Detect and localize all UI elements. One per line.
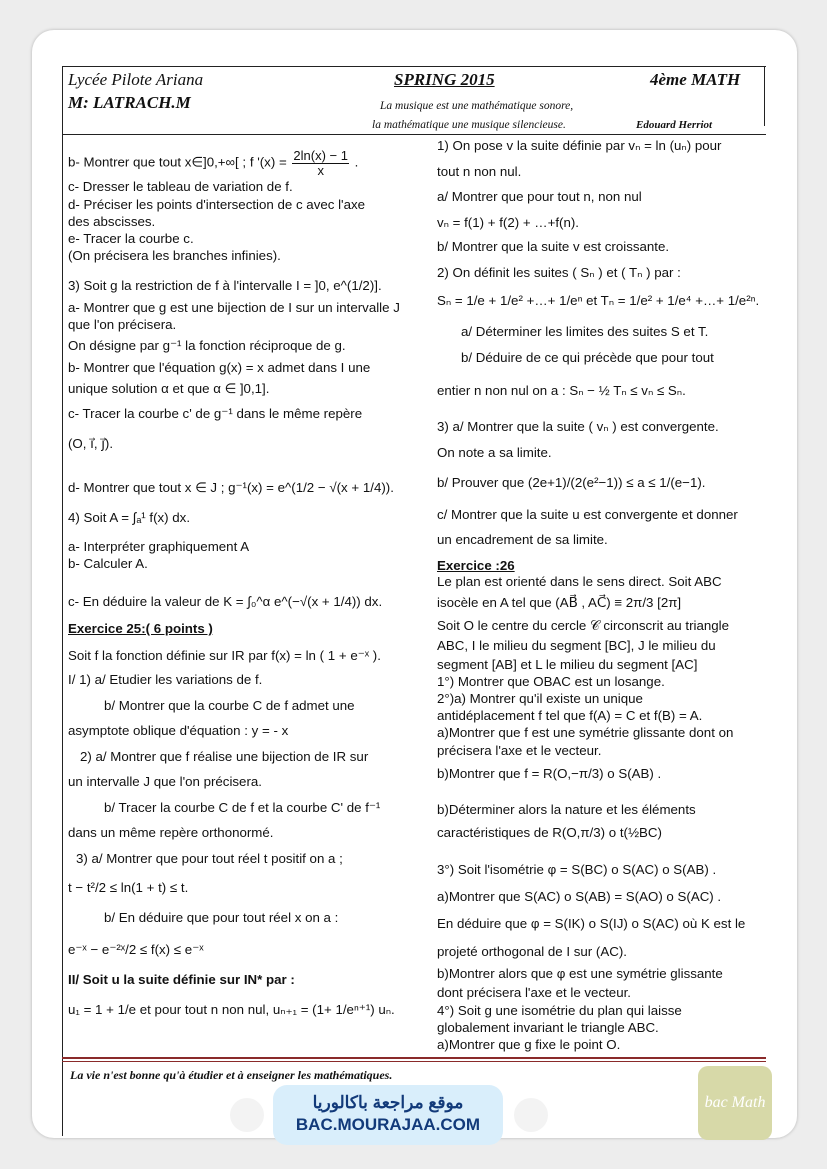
exercise-26-title: Exercice :26 bbox=[437, 558, 515, 573]
right-r4: 2) On définit les suites ( Sₙ ) et ( Tₙ ) par : bbox=[437, 265, 681, 280]
right-e11: b)Montrer que f = R(O,−π/3) o S(AB) . bbox=[437, 766, 662, 781]
right-r7: 3) a/ Montrer que la suite ( vₙ ) est convergente. bbox=[437, 419, 719, 434]
footer-rule-thick bbox=[62, 1057, 766, 1059]
left-d1: d- Préciser les points d'intersection de c avec l'axe bbox=[68, 197, 366, 212]
right-e19: dont précisera l'axe et le vecteur. bbox=[437, 985, 631, 1000]
right-r9: c/ Montrer que la suite u est convergente et donner bbox=[437, 507, 738, 522]
right-e12: b)Déterminer alors la nature et les éléments bbox=[437, 802, 696, 817]
left-p1b2: asymptote oblique d'équation : y = - x bbox=[68, 723, 289, 738]
left-p3: 3) a/ Montrer que pour tout réel t positif on a ; bbox=[76, 851, 343, 866]
right-r6: b/ Déduire de ce qui précède que pour tout bbox=[461, 350, 714, 365]
right-e14: 3°) Soit l'isométrie φ = S(BC) o S(AC) o S(AB) . bbox=[437, 862, 717, 877]
right-e15: a)Montrer que S(AC) o S(AB) = S(AO) o S(AC) . bbox=[437, 889, 722, 904]
left-d1b: des abscisses. bbox=[68, 214, 156, 229]
session-title: SPRING 2015 bbox=[394, 70, 495, 89]
left-q3: 3) Soit g la restriction de f à l'intervalle I = ]0, e^(1/2)]. bbox=[68, 278, 382, 293]
quote-author: Edouard Herriot bbox=[636, 119, 713, 131]
right-r6b: entier n non nul on a : Sₙ − ½ Tₙ ≤ vₙ ≤ Sₙ. bbox=[437, 383, 686, 398]
left-q4: 4) Soit A = ∫ₐ¹ f(x) dx. bbox=[68, 510, 191, 525]
site-logo-right bbox=[514, 1098, 548, 1132]
right-r4b: Sₙ = 1/e + 1/e² +…+ 1/eⁿ et Tₙ = 1/e² + 1/e⁴ +…+ 1/e²ⁿ. bbox=[437, 293, 760, 308]
left-p1b: b/ Montrer que la courbe C de f admet une bbox=[104, 698, 355, 713]
footer-motto: La vie n'est bonne qu'à étudier et à enseigner les mathématiques. bbox=[70, 1068, 393, 1082]
right-e17: projeté orthogonal de I sur (AC). bbox=[437, 944, 627, 959]
right-e1: Le plan est orienté dans le sens direct. Soit ABC bbox=[437, 574, 722, 589]
left-e1: e- Tracer la courbe c. bbox=[68, 231, 194, 246]
left-q3b2: unique solution α et que α ∈ ]0,1]. bbox=[68, 381, 270, 396]
left-p3b: t − t²/2 ≤ ln(1 + t) ≤ t. bbox=[68, 880, 189, 895]
site-url[interactable]: BAC.MOURAJAA.COM bbox=[295, 1115, 481, 1134]
teacher-name: M: LATRACH.M bbox=[68, 93, 191, 112]
left-q4c: c- En déduire la valeur de K = ∫₀^α e^(−√(x + 1/4)) dx. bbox=[68, 594, 383, 609]
right-r3: b/ Montrer que la suite v est croissante. bbox=[437, 239, 670, 254]
right-e9: a)Montrer que f est une symétrie glissante dont on bbox=[437, 725, 734, 740]
left-p4b: u₁ = 1 + 1/e et pour tout n non nul, uₙ₊₁ = (1+ 1/eⁿ⁺¹) uₙ. bbox=[68, 1002, 395, 1017]
left-c1: c- Dresser le tableau de variation de f. bbox=[68, 179, 293, 194]
left-e1b: (On précisera les branches infinies). bbox=[68, 248, 281, 263]
left-p1: I/ 1) a/ Etudier les variations de f. bbox=[68, 672, 263, 687]
right-r5: a/ Déterminer les limites des suites S et T. bbox=[461, 324, 709, 339]
left-q3c2: (O, i⃗, j⃗). bbox=[68, 436, 114, 451]
left-q3c: c- Tracer la courbe c' de g⁻¹ dans le même repère bbox=[68, 406, 363, 421]
right-e10: précisera l'axe et le vecteur. bbox=[437, 743, 602, 758]
right-e20: 4°) Soit g une isométrie du plan qui laisse bbox=[437, 1003, 682, 1018]
right-e13: caractéristiques de R(O,π/3) o t(½BC) bbox=[437, 825, 662, 840]
right-r8: b/ Prouver que (2e+1)/(2(e²−1)) ≤ a ≤ 1/(e−1). bbox=[437, 475, 706, 490]
quote-line-2: la mathématique une musique silencieuse. bbox=[372, 119, 566, 131]
right-r7b: On note a sa limite. bbox=[437, 445, 552, 460]
right-e22: a)Montrer que g fixe le point O. bbox=[437, 1037, 621, 1052]
right-e21: globalement invariant le triangle ABC. bbox=[437, 1020, 659, 1035]
left-p2: 2) a/ Montrer que f réalise une bijection de IR sur bbox=[80, 749, 369, 764]
right-r9b: un encadrement de sa limite. bbox=[437, 532, 608, 547]
site-name-arabic: موقع مراجعة باكالوريا bbox=[312, 1093, 464, 1112]
left-q3d: On désigne par g⁻¹ la fonction réciproque de g. bbox=[68, 338, 346, 353]
right-r2b: vₙ = f(1) + f(2) + …+f(n). bbox=[437, 215, 580, 230]
left-p2c2: dans un même repère orthonormé. bbox=[68, 825, 274, 840]
left-q3b: b- Montrer que l'équation g(x) = x admet dans I une bbox=[68, 360, 371, 375]
left-q3d2: d- Montrer que tout x ∈ J ; g⁻¹(x) = e^(1/2 − √(x + 1/4)). bbox=[68, 480, 394, 495]
bac-math-logo: bac Math bbox=[698, 1066, 772, 1140]
right-e4: ABC, I le milieu du segment [BC], J le milieu du bbox=[437, 638, 716, 653]
right-e6: 1°) Montrer que OBAC est un losange. bbox=[437, 674, 665, 689]
right-e8: antidéplacement f tel que f(A) = C et f(B) = A. bbox=[437, 708, 703, 723]
left-p2b: un intervalle J que l'on précisera. bbox=[68, 774, 262, 789]
left-p3d: e⁻ˣ − e⁻²ˣ/2 ≤ f(x) ≤ e⁻ˣ bbox=[68, 942, 204, 957]
quote-line-1: La musique est une mathématique sonore, bbox=[380, 100, 574, 112]
right-r1b: tout n non nul. bbox=[437, 164, 522, 179]
site-banner[interactable] bbox=[273, 1085, 503, 1145]
right-e7: 2°)a) Montrer qu'il existe un unique bbox=[437, 691, 643, 706]
footer-rule-thin bbox=[62, 1061, 766, 1062]
left-p4: II/ Soit u la suite définie sur IN* par : bbox=[68, 972, 295, 987]
right-e16: En déduire que φ = S(IK) o S(IJ) o S(AC) où K est le bbox=[437, 916, 746, 931]
left-q3a2: que l'on précisera. bbox=[68, 317, 177, 332]
level-label: 4ème MATH bbox=[650, 70, 741, 89]
right-e5: segment [AB] et L le milieu du segment [AC] bbox=[437, 657, 698, 672]
right-r1: 1) On pose v la suite définie par vₙ = ln (uₙ) pour bbox=[437, 138, 722, 153]
exercise-25-title: Exercice 25:( 6 points ) bbox=[68, 621, 213, 636]
left-ex25-intro: Soit f la fonction définie sur IR par f(x) = ln ( 1 + e⁻ˣ ). bbox=[68, 648, 381, 663]
left-q4a: a- Interpréter graphiquement A bbox=[68, 539, 250, 554]
left-q4b: b- Calculer A. bbox=[68, 556, 148, 571]
left-b1: b- Montrer que tout x∈]0,+∞[ ; f '(x) = $\frac{2\ln(x) - 1}{x}$ . bbox=[68, 148, 359, 178]
right-r2: a/ Montrer que pour tout n, non nul bbox=[437, 189, 642, 204]
right-e2: isocèle en A tel que (AB⃗ , AC⃗) ≡ 2π/3 [2π] bbox=[437, 595, 682, 610]
school-name: Lycée Pilote Ariana bbox=[68, 70, 204, 89]
right-e3: Soit O le centre du cercle 𝒞 circonscrit au triangle bbox=[437, 618, 730, 633]
left-p2c: b/ Tracer la courbe C de f et la courbe C' de f⁻¹ bbox=[104, 800, 381, 815]
left-q3a: a- Montrer que g est une bijection de I sur un intervalle J bbox=[68, 300, 400, 315]
fraction: $\frac{2\ln(x) - 1}{x}$ bbox=[293, 148, 348, 178]
left-p3c: b/ En déduire que pour tout réel x on a : bbox=[104, 910, 339, 925]
site-logo-left bbox=[230, 1098, 264, 1132]
right-e18: b)Montrer alors que φ est une symétrie glissante bbox=[437, 966, 723, 981]
